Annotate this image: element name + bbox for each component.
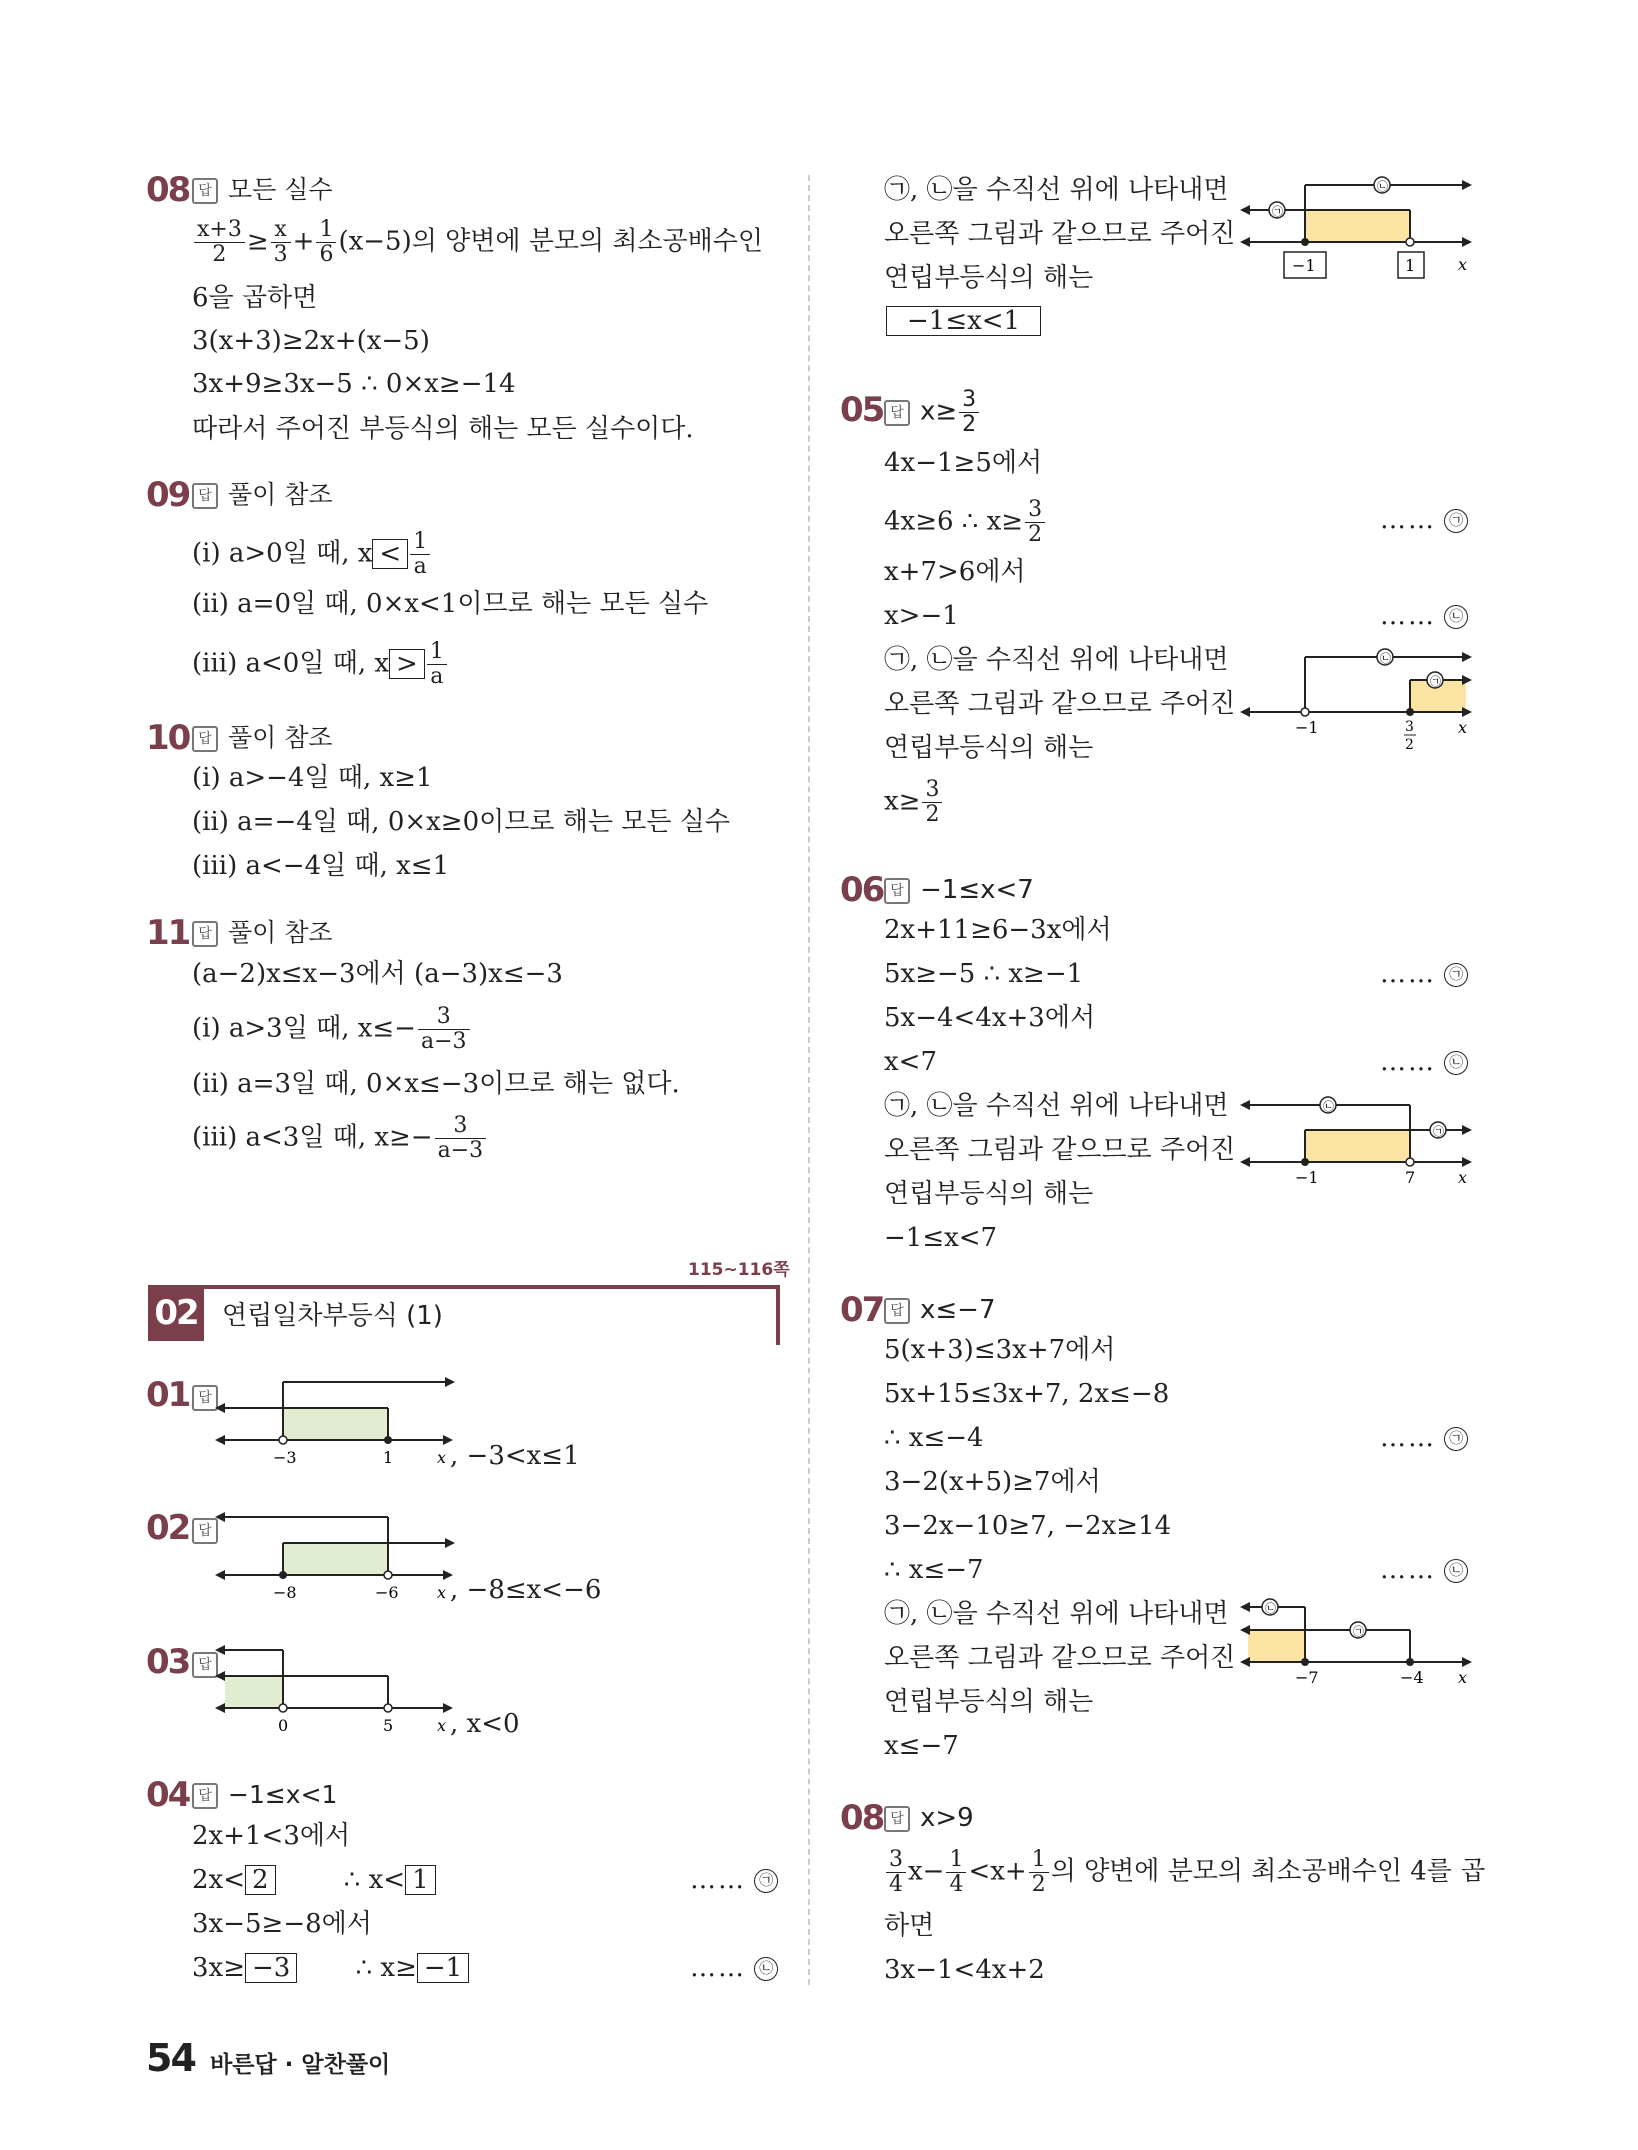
text-line: 2x+11≥6−3x에서 xyxy=(884,915,1112,945)
problem-number: 01 xyxy=(146,1375,190,1415)
answer-line: 답 풀이 참조 xyxy=(192,475,333,515)
svg-text:㉠: ㉠ xyxy=(1272,205,1283,218)
svg-text:x: x xyxy=(437,1716,447,1735)
text-line: ㉠, ㉡을 수직선 위에 나타내면 xyxy=(884,175,1229,205)
number-line-diagram xyxy=(215,1505,455,1610)
text-line: 2x< 2 ∴ x< 1 xyxy=(192,1864,436,1896)
problem-number: 11 xyxy=(146,913,190,953)
answer-badge: 답 xyxy=(192,1385,218,1411)
marker: …… ㉡ xyxy=(1380,600,1468,632)
answer-line: 답 x>9 xyxy=(884,1798,974,1838)
svg-text:−3: −3 xyxy=(273,1448,297,1467)
text-line: ∴ x≤−4 xyxy=(884,1423,984,1453)
answer-text: , −3<x≤1 xyxy=(450,1441,580,1471)
problem-number: 04 xyxy=(146,1775,190,1815)
svg-text:x: x xyxy=(1458,1168,1468,1187)
svg-text:−1: −1 xyxy=(1295,718,1319,737)
problem-number: 08 xyxy=(146,170,190,210)
text-line: 연립부등식의 해는 xyxy=(884,733,1094,763)
svg-text:㉠: ㉠ xyxy=(1433,1125,1444,1138)
number-line-diagram xyxy=(1240,645,1480,765)
answer-text: x≤−7 xyxy=(884,1731,959,1761)
answer-badge: 답 xyxy=(192,178,218,204)
text-line: ∴ x≤−7 xyxy=(884,1555,984,1585)
text-line: 따라서 주어진 부등식의 해는 모든 실수이다. xyxy=(192,414,694,444)
number-line-diagram xyxy=(215,1638,455,1743)
text-line: 3x+9≥3x−5 ∴ 0×x≥−14 xyxy=(192,369,516,399)
text-line: x+7>6에서 xyxy=(884,557,1026,587)
text-line: 6을 곱하면 xyxy=(192,283,318,313)
equation-line: $\frac{x+3}{2}$ ≥ $\frac{x}{3}$ + $\frac{1}{6}$ (x−5)의 양변에 분모의 최소공배수인 xyxy=(192,218,763,267)
number-line-diagram xyxy=(1240,1595,1480,1705)
equation-line: $\frac{3}{4}$ x− $\frac{1}{4}$ <x+ $\frac{1}{2}$ 의 양변에 분모의 최소공배수인 4를 곱 xyxy=(884,1848,1485,1897)
marker: …… ㉠ xyxy=(1380,958,1468,990)
problem-number: 03 xyxy=(146,1642,190,1682)
answer-text: −1≤x<1 xyxy=(886,305,1041,337)
text-line: (a−2)x≤x−3에서 (a−3)x≤−3 xyxy=(192,959,563,989)
case-line: (ⅱ) a=0일 때, 0×x<1이므로 해는 모든 실수 xyxy=(192,589,709,619)
text-line: x<7 xyxy=(884,1047,937,1077)
svg-text:㉠: ㉠ xyxy=(1430,675,1441,688)
svg-text:㉡: ㉡ xyxy=(1380,652,1391,665)
answer-line: 답 풀이 참조 xyxy=(192,913,333,953)
text-line: 연립부등식의 해는 xyxy=(884,1687,1094,1717)
svg-text:x: x xyxy=(1458,718,1468,737)
section-title: 연립일차부등식 (1) xyxy=(222,1301,443,1331)
text-line: 4x−1≥5에서 xyxy=(884,448,1043,478)
marker: …… ㉠ xyxy=(1380,1422,1468,1454)
column-divider xyxy=(808,175,810,1985)
svg-text:x: x xyxy=(437,1583,447,1602)
svg-text:2: 2 xyxy=(1405,737,1414,753)
problem-number: 05 xyxy=(840,390,884,430)
problem-number: 10 xyxy=(146,718,190,758)
case-line: (ⅲ) a<−4일 때, x≤1 xyxy=(192,851,450,881)
answer-line: 답 x≤−7 xyxy=(884,1290,996,1330)
text-line: 5x+15≤3x+7, 2x≤−8 xyxy=(884,1379,1170,1409)
answer-line: 답 모든 실수 xyxy=(192,170,333,210)
svg-text:−8: −8 xyxy=(273,1583,297,1602)
text-line: 3x≥ −3 ∴ x≥ −1 xyxy=(192,1952,469,1984)
case-line: (ⅱ) a=−4일 때, 0×x≥0이므로 해는 모든 실수 xyxy=(192,807,730,837)
answer-line: 답 −1≤x<7 xyxy=(884,870,1034,910)
text-line: x>−1 xyxy=(884,601,959,631)
text-line: 5x−4<4x+3에서 xyxy=(884,1003,1096,1033)
text-line: 3x−1<4x+2 xyxy=(884,1955,1045,1985)
text-line: 오른쪽 그림과 같으므로 주어진 xyxy=(884,219,1236,249)
text-line: 연립부등식의 해는 xyxy=(884,1179,1094,1209)
svg-text:1: 1 xyxy=(383,1448,394,1467)
text-line: 하면 xyxy=(884,1911,935,1941)
section-number: 02 xyxy=(148,1285,204,1341)
svg-text:x: x xyxy=(1458,255,1468,274)
text-line: 2x+1<3에서 xyxy=(192,1821,351,1851)
problem-number: 07 xyxy=(840,1290,884,1330)
text-line: 연립부등식의 해는 xyxy=(884,263,1094,293)
marker: …… ㉡ xyxy=(1380,1046,1468,1078)
footer-title: 바른답 · 알찬풀이 xyxy=(210,2052,391,2078)
answer-text: x≥ $\frac{3}{2}$ xyxy=(884,778,944,827)
svg-text:x: x xyxy=(1458,1668,1468,1687)
marker: …… ㉡ xyxy=(690,1952,778,1984)
number-line-diagram xyxy=(215,1370,455,1475)
text-line: ㉠, ㉡을 수직선 위에 나타내면 xyxy=(884,1599,1229,1629)
answer-text: −1≤x<7 xyxy=(884,1223,998,1253)
text-line: ㉠, ㉡을 수직선 위에 나타내면 xyxy=(884,645,1229,675)
page-reference: 115~116쪽 xyxy=(688,1260,790,1280)
text-line: 3(x+3)≥2x+(x−5) xyxy=(192,326,430,356)
svg-text:−4: −4 xyxy=(1400,1668,1424,1687)
marker: …… ㉠ xyxy=(690,1864,778,1896)
svg-text:−1: −1 xyxy=(1295,1168,1319,1187)
svg-text:−7: −7 xyxy=(1295,1668,1319,1687)
number-line-diagram xyxy=(1240,170,1480,290)
svg-text:x: x xyxy=(437,1448,447,1467)
text-line: 오른쪽 그림과 같으므로 주어진 xyxy=(884,1643,1236,1673)
svg-text:−1: −1 xyxy=(1292,256,1316,275)
problem-number: 09 xyxy=(146,475,190,515)
case-line: (ⅱ) a=3일 때, 0×x≤−3이므로 해는 없다. xyxy=(192,1069,680,1099)
svg-text:㉡: ㉡ xyxy=(1377,180,1388,193)
svg-text:7: 7 xyxy=(1405,1168,1416,1187)
number-line-diagram xyxy=(1240,1090,1480,1200)
text-line: 3−2x−10≥7, −2x≥14 xyxy=(884,1511,1172,1541)
text-line: 4x≥6 ∴ x≥ $\frac{3}{2}$ xyxy=(884,498,1047,547)
problem-number: 06 xyxy=(840,870,884,910)
answer-text: , x<0 xyxy=(450,1709,520,1739)
svg-text:3: 3 xyxy=(1405,719,1414,735)
text-line: 오른쪽 그림과 같으므로 주어진 xyxy=(884,1135,1236,1165)
svg-text:㉠: ㉠ xyxy=(1353,1625,1364,1638)
case-line: (ⅰ) a>−4일 때, x≥1 xyxy=(192,763,433,793)
case-line: (ⅰ) a>0일 때, x < $\frac{1}{a}$ xyxy=(192,530,432,579)
svg-text:1: 1 xyxy=(1405,256,1416,275)
answer-text: , −8≤x<−6 xyxy=(450,1575,602,1605)
answer-line: 답 −1≤x<1 xyxy=(192,1775,337,1815)
text-line: ㉠, ㉡을 수직선 위에 나타내면 xyxy=(884,1091,1229,1121)
answer-line: 답 x≥ $\frac{3}{2}$ xyxy=(884,388,981,437)
marker: …… ㉡ xyxy=(1380,1554,1468,1586)
text-line: 3−2(x+5)≥7에서 xyxy=(884,1467,1101,1497)
svg-text:0: 0 xyxy=(278,1716,289,1735)
text-line: 5x≥−5 ∴ x≥−1 xyxy=(884,959,1084,989)
svg-text:−6: −6 xyxy=(375,1583,399,1602)
case-line: (ⅲ) a<0일 때, x > $\frac{1}{a}$ xyxy=(192,640,449,689)
case-line: (ⅰ) a>3일 때, x≤− $\frac{3}{a-3}$ xyxy=(192,1005,472,1054)
page-number: 54 xyxy=(146,2036,195,2080)
problem-number: 08 xyxy=(840,1798,884,1838)
problem-number: 02 xyxy=(146,1508,190,1548)
marker: …… ㉠ xyxy=(1380,504,1468,536)
text-line: 3x−5≥−8에서 xyxy=(192,1909,372,1939)
text-line: 5(x+3)≤3x+7에서 xyxy=(884,1335,1116,1365)
svg-text:㉡: ㉡ xyxy=(1265,1602,1276,1615)
case-line: (ⅲ) a<3일 때, x≥− $\frac{3}{a-3}$ xyxy=(192,1114,488,1163)
svg-text:㉡: ㉡ xyxy=(1323,1100,1334,1113)
answer-line: 답 풀이 참조 xyxy=(192,718,333,758)
svg-text:5: 5 xyxy=(383,1716,394,1735)
text-line: 오른쪽 그림과 같으므로 주어진 xyxy=(884,689,1236,719)
